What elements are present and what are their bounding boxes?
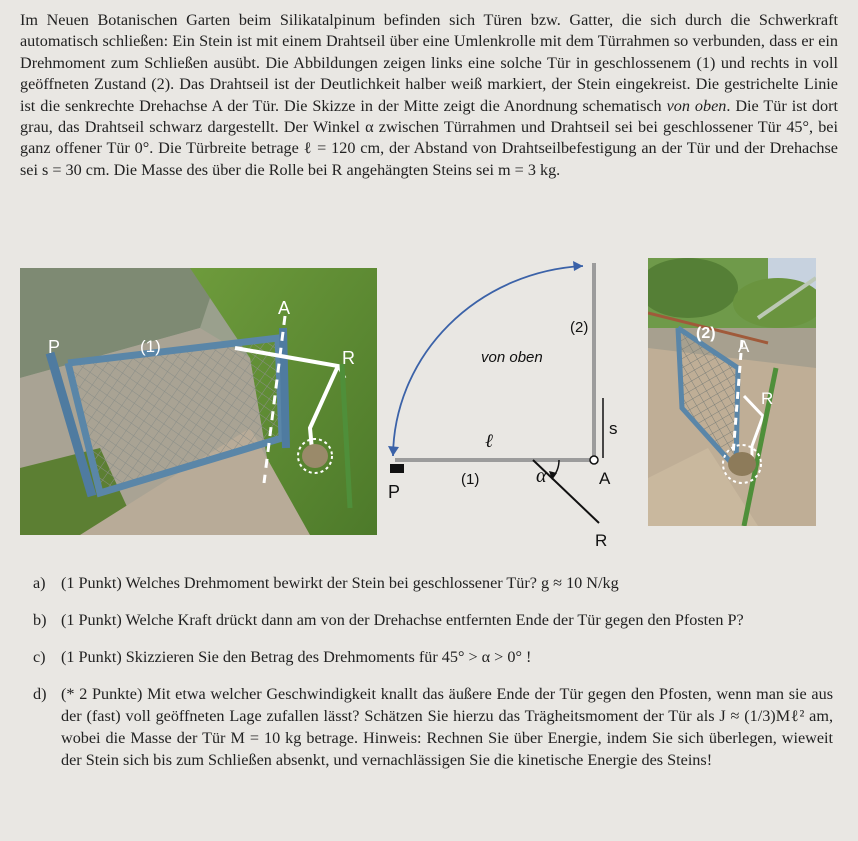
sketch-label-A: A bbox=[599, 469, 611, 488]
arc-arrow-top bbox=[573, 261, 583, 271]
sketch-caption: von oben bbox=[481, 349, 543, 366]
photo-open-gate bbox=[648, 258, 816, 526]
photo-closed-gate bbox=[20, 268, 377, 535]
photo-open-gate-drawing bbox=[648, 258, 816, 526]
task-list bbox=[33, 572, 833, 786]
sketch-label-R: R bbox=[595, 531, 608, 550]
intro-text bbox=[20, 10, 838, 181]
task-a-label: a) bbox=[33, 574, 46, 592]
right-label-R: R bbox=[761, 389, 774, 408]
right-label-A: A bbox=[738, 337, 750, 356]
left-label-R: R bbox=[342, 348, 355, 368]
intro-italic: von oben bbox=[666, 96, 727, 115]
task-c-label: c) bbox=[33, 648, 46, 666]
task-a bbox=[33, 572, 833, 594]
task-d bbox=[33, 683, 833, 771]
pivot-A bbox=[590, 456, 598, 464]
post-P-block bbox=[390, 464, 404, 473]
task-b bbox=[33, 609, 833, 631]
sketch-label-alpha: α bbox=[536, 465, 547, 487]
intro-part-2: . Die Tür ist dort grau, das Drahtseil schwarz dargestellt. Der Winkel α zwischen Türrahmen und Drahtseil sei bei geschlossener Tür 45°, bei ganz offener Tür 0°. Die Türbreite betrage ℓ = 120 cm, der Abstand von Drahtseilbefestigung an der Tür und der Drehachse sei s = 30 cm. Die Masse des über die Rolle bei R angehängten Steins sei m = 3 kg. bbox=[20, 96, 839, 179]
sketch-label-P: P bbox=[388, 482, 401, 502]
right-label-2: (2) bbox=[696, 325, 716, 342]
sketch-label-1: (1) bbox=[461, 471, 480, 488]
left-label-A: A bbox=[278, 298, 291, 318]
task-c-text: (1 Punkt) Skizzieren Sie den Betrag des Drehmoments für 45° > α > 0° ! bbox=[61, 648, 532, 666]
left-label-1: (1) bbox=[140, 337, 161, 356]
task-d-text: (* 2 Punkte) Mit etwa welcher Geschwindigkeit knallt das äußere Ende der Tür gegen den Pfosten, wenn man sie aus der (fast) voll geöffneten Lage zufallen lässt? Schätzen Sie hierzu das Trägheitsmoment der Tür als J ≈ (1/3)Mℓ² am, wobei die Masse der Tür M = 10 kg betrage. Hinweis: Rechnen Sie über Energie, indem Sie sich überlegen, wieweit der Stein sich bis zum Schließen absenkt, und vernachlässigen Sie die kinetische Energie des Steins! bbox=[61, 685, 833, 769]
sketch-label-s: s bbox=[609, 419, 618, 438]
task-b-label: b) bbox=[33, 611, 47, 629]
schematic-top-view bbox=[383, 258, 645, 558]
schematic-drawing bbox=[383, 258, 645, 558]
sketch-label-l: ℓ bbox=[485, 431, 493, 452]
figure-row bbox=[0, 258, 858, 558]
task-c bbox=[33, 646, 833, 668]
left-label-P: P bbox=[48, 337, 61, 357]
arc-arrow-bottom bbox=[388, 446, 399, 456]
photo-closed-gate-drawing bbox=[20, 268, 377, 535]
task-d-label: d) bbox=[33, 685, 47, 703]
sketch-label-2: (2) bbox=[570, 319, 589, 336]
intro-part-1: Im Neuen Botanischen Garten beim Silikatalpinum befinden sich Türen bzw. Gatter, die sich durch die Schwerkraft automatisch schließen: Ein Stein ist mit einem Drahtseil über eine Umlenkrolle mit dem Türrahmen so verbunden, dass er ein Drehmoment zum Schließen ausübt. Die Abbildungen zeigen links eine solche Tür in geschlossenem (1) und rechts in voll geöffneten Zustand (2). Das Drahtseil ist der Deutlichkeit halber weiß markiert, der Stein eingekreist. Die gestrichelte Linie ist die senkrechte Drehachse A der Tür. Die Skizze in der Mitte zeigt die Anordnung schematisch bbox=[20, 11, 838, 115]
task-b-text: (1 Punkt) Welche Kraft drückt dann am von der Drehachse entfernten Ende der Tür gegen den Pfosten P? bbox=[61, 611, 744, 629]
task-a-text: (1 Punkt) Welches Drehmoment bewirkt der Stein bei geschlossener Tür? g ≈ 10 N/kg bbox=[61, 574, 619, 592]
